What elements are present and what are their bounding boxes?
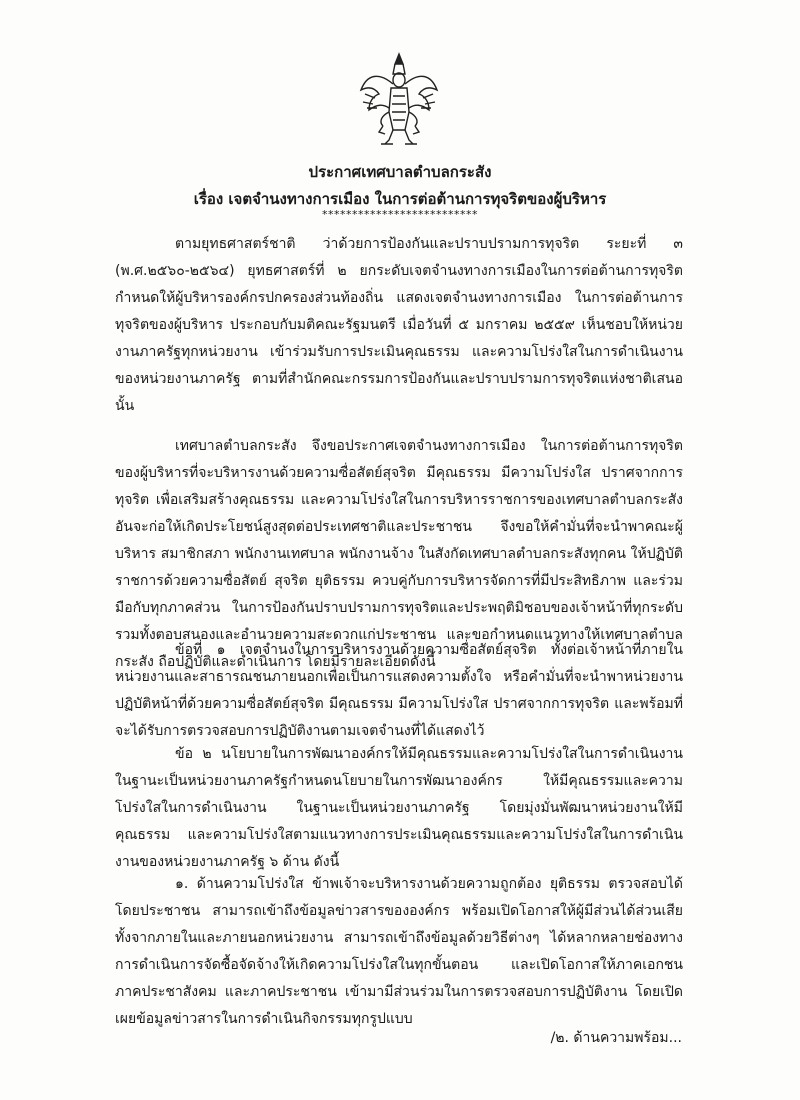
garuda-emblem-icon bbox=[359, 50, 439, 150]
paragraph-5 bbox=[115, 871, 683, 1033]
announcement-title: ประกาศเทศบาลตำบลกระสัง bbox=[308, 163, 492, 181]
separator-line: ************************** bbox=[322, 208, 478, 221]
paragraph-text: ข้อที่ ๑ เจตจำนงในการบริหารงานด้วยความซื่อสัตย์สุจริต ทั้งต่อเจ้าหน้าที่ภายในหน่วยงานและสาธารณชนภายนอกเพื่อเป็นการแสดงความตั้งใจ หรือคำมั่นที่จะนำพาหน่วยงานปฏิบัติหน้าที่ด้วยความซื่อสัตย์สุจริต มีคุณธรรม มีความโปร่งใส ปราศจากการทุจริต และพร้อมที่จะได้รับการตรวจสอบการปฏิบัติงานตามเจตจำนงที่ได้แสดงไว้ bbox=[115, 642, 683, 739]
paragraph-4 bbox=[115, 741, 683, 876]
paragraph-text: เทศบาลตำบลกระสัง จึงขอประกาศเจตจำนงทางการเมือง ในการต่อต้านการทุจริตของผู้บริหารที่จะบริหารงานด้วยความซื่อสัตย์สุจริต มีคุณธรรม มีความโปร่งใส ปราศจากการทุจริต เพื่อเสริมสร้างคุณธรรม และความโปร่งใสในการบริหารราชการของเทศบาลตำบลกระสัง อันจะก่อให้เกิดประโยชน์สูงสุดต่อประเทศชาติและประชาชน จึงขอให้คำมั่นที่จะนำพาคณะผู้บริหาร สมาชิกสภา พนักงานเทศบาล พนักงานจ้าง ในสังกัดเทศบาลตำบลกระสังทุกคน ให้ปฏิบัติราชการด้วยความซื่อสัตย์ สุจริต ยุติธรรม ควบคู่กับการบริหารจัดการที่มีประสิทธิภาพ และร่วมมือกับทุกภาคส่วน ในการป้องกันปราบปรามการทุจริตและประพฤติมิชอบของเจ้าหน้าที่ทุกระดับ รวมทั้งตอบสนองและอำนวยความสะดวกแก่ประชาชน และขอกำหนดแนวทางให้เทศบาลตำบลกระสัง ถือปฏิบัติและดำเนินการ โดยมีรายละเอียดดังนี้ bbox=[115, 438, 683, 670]
paragraph-text: ข้อ ๒ นโยบายในการพัฒนาองค์กรให้มีคุณธรรมและความโปร่งใสในการดำเนินงานในฐานะเป็นหน่วยงานภาครัฐกำหนดนโยบายในการพัฒนาองค์กร ให้มีคุณธรรมและความโปร่งใสในการดำเนินงาน ในฐานะเป็นหน่วยงานภาครัฐ โดยมุ่งมั่นพัฒนาหน่วยงานให้มีคุณธรรม และความโปร่งใสตามแนวทางการประเมินคุณธรรมและความโปร่งใสในการดำเนินงานของหน่วยงานภาครัฐ ๖ ด้าน ดังนี้ bbox=[115, 746, 683, 870]
page-continuation: /๒. ด้านความพร้อม... bbox=[550, 1030, 682, 1046]
paragraph-3 bbox=[115, 637, 683, 745]
paragraph-text: ๑. ด้านความโปร่งใส ข้าพเจ้าจะบริหารงานด้วยความถูกต้อง ยุติธรรม ตรวจสอบได้ โดยประชาชน สามารถเข้าถึงข้อมูลข่าวสารขององค์กร พร้อมเปิดโอกาสให้ผู้มีส่วนได้ส่วนเสีย ทั้งจากภายในและภายนอกหน่วยงาน สามารถเข้าถึงข้อมูลด้วยวิธีต่างๆ ได้หลากหลายช่องทาง การดำเนินการจัดซื้อจัดจ้างให้เกิดความโปร่งใสในทุกขั้นตอน และเปิดโอกาสให้ภาคเอกชน ภาคประชาสังคม และภาคประชาชน เข้ามามีส่วนร่วมในการตรวจสอบการปฏิบัติงาน โดยเปิดเผยข้อมูลข่าวสารในการดำเนินกิจกรรมทุกรูปแบบ bbox=[115, 876, 683, 1027]
paragraph-1 bbox=[115, 231, 683, 420]
announcement-subject: เรื่อง เจตจำนงทางการเมือง ในการต่อต้านการทุจริตของผู้บริหาร bbox=[193, 190, 607, 208]
paragraph-text: ตามยุทธศาสตร์ชาติ ว่าด้วยการป้องกันและปราบปรามการทุจริต ระยะที่ ๓ (พ.ศ.๒๕๖๐-๒๕๖๔) ยุทธศาสตร์ที่ ๒ ยกระดับเจตจำนงทางการเมืองในการต่อต้านการทุจริต กำหนดให้ผู้บริหารองค์กรปกครองส่วนท้องถิ่น แสดงเจตจำนงทางการเมือง ในการต่อต้านการทุจริตของผู้บริหาร ประกอบกับมติคณะรัฐมนตรี เมื่อวันที่ ๕ มกราคม ๒๕๕๙ เห็นชอบให้หน่วยงานภาครัฐทุกหน่วยงาน เข้าร่วมรับการประเมินคุณธรรม และความโปร่งใสในการดำเนินงานของหน่วยงานภาครัฐ ตามที่สำนักคณะกรรมการป้องกันและปราบปรามการทุจริตแห่งชาติเสนอ นั้น bbox=[115, 236, 683, 414]
